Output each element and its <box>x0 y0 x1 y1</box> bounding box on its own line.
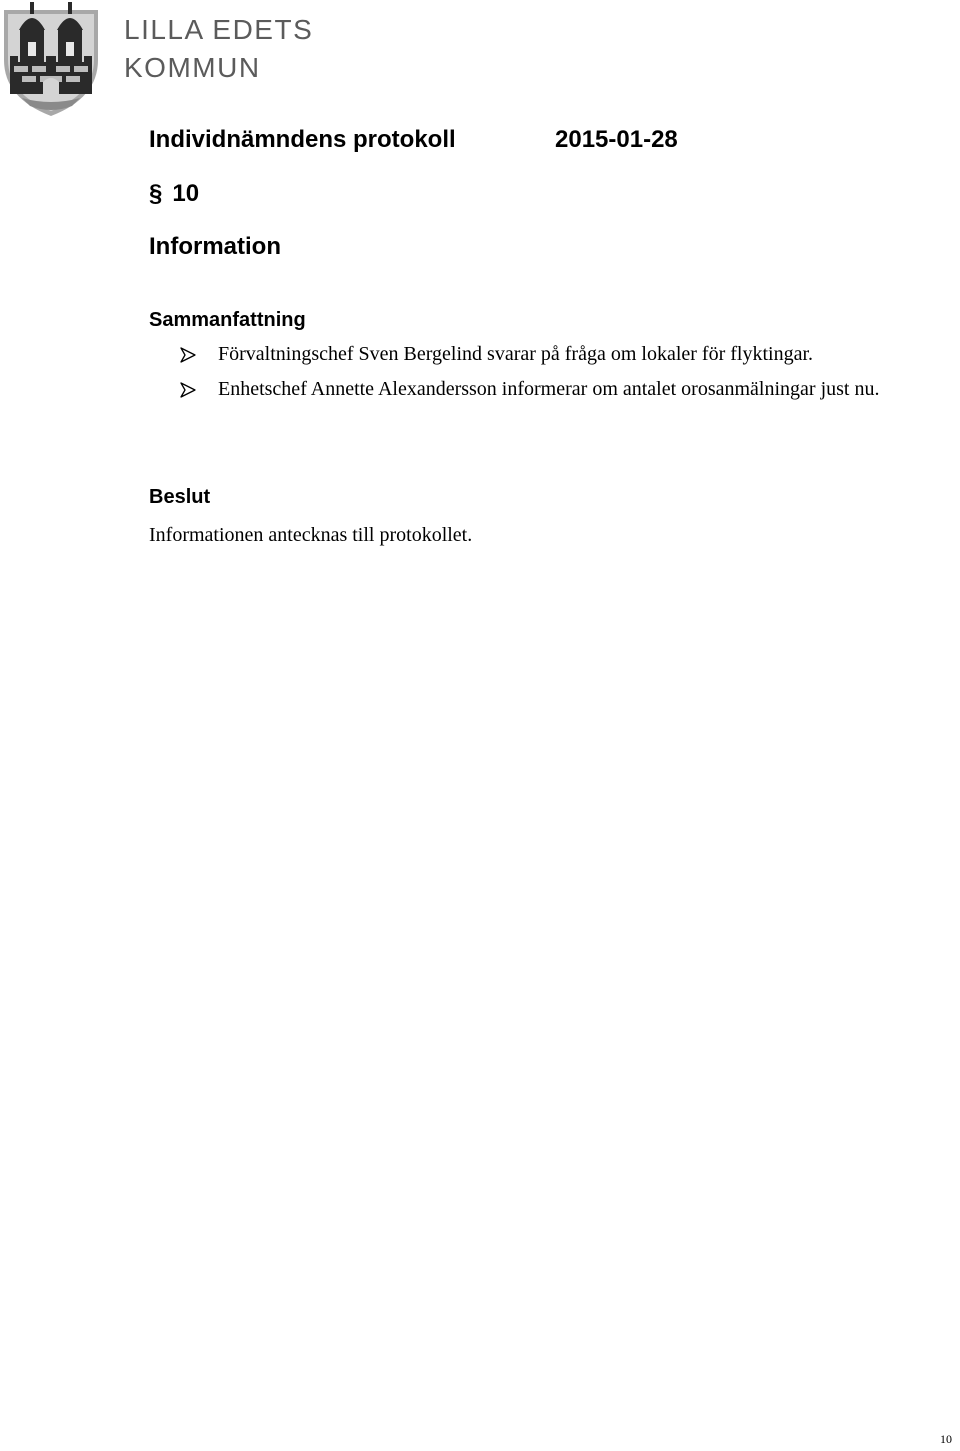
list-item <box>180 378 955 401</box>
list-item-text: Enhetschef Annette Alexandersson informerar om antalet orosanmälningar just nu. <box>218 378 880 400</box>
organization-line2: KOMMUN <box>124 52 261 83</box>
paragraph-number <box>149 180 199 208</box>
arrow-bullet-icon <box>180 347 196 363</box>
list-item <box>180 343 955 366</box>
list-item-text: Förvaltningschef Sven Bergelind svarar på fråga om lokaler för flyktingar. <box>218 343 814 365</box>
paragraph-number-value: 10 <box>172 180 200 207</box>
municipality-logo <box>0 0 314 120</box>
page-number: 10 <box>940 1432 952 1446</box>
arrow-bullet-icon <box>180 382 196 398</box>
decision-heading: Beslut <box>149 486 211 508</box>
organization-line1: LILLA EDETS <box>124 14 314 45</box>
summary-list <box>180 343 955 401</box>
coat-of-arms-icon <box>2 2 100 118</box>
section-symbol: § <box>149 180 163 207</box>
document-title: Individnämndens protokoll <box>149 126 456 153</box>
document-date: 2015-01-28 <box>555 126 678 153</box>
decision-text: Informationen antecknas till protokollet. <box>149 524 473 546</box>
organization-name <box>124 14 313 84</box>
summary-heading: Sammanfattning <box>149 309 306 331</box>
section-title: Information <box>149 233 281 260</box>
